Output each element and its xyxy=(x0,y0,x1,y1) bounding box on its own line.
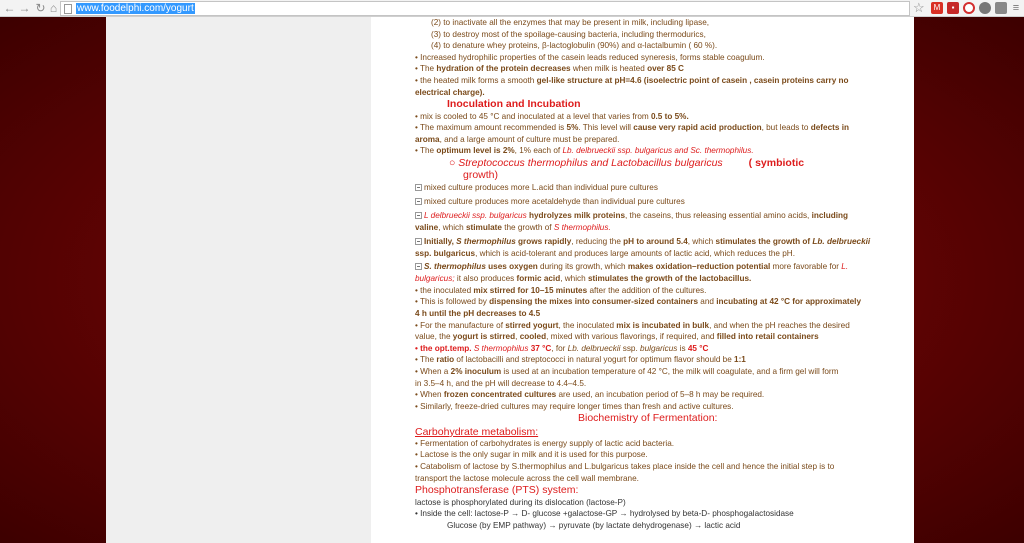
text-line: • The optimum level is 2%, 1% each of Lb. delbrueckii ssp. bulgaricus and Sc. thermophilus. xyxy=(415,146,754,156)
text-line: • Catabolism of lactose by S.thermophilus and L.bulgaricus takes place inside the cell and hence the initial step is to xyxy=(415,462,835,472)
heading-carbohydrate: Carbohydrate metabolism: xyxy=(415,425,539,438)
list-item: S. thermophilus uses oxygen during its growth, which makes oxidation–reduction potential more favorable for L. xyxy=(415,259,890,273)
text-line: Glucose (by EMP pathway) → pyruvate (by lactate dehydrogenase) → lactic acid xyxy=(447,520,741,530)
reload-icon[interactable]: ↻ xyxy=(35,1,46,15)
page-icon xyxy=(64,4,72,14)
address-bar[interactable] xyxy=(60,1,910,16)
extension-record-icon[interactable] xyxy=(963,2,975,14)
text-line: in 3.5–4 h, and the pH will decrease to 4.4–4.5. xyxy=(415,378,587,388)
text-line: valine, which stimulate the growth of S thermophilus. xyxy=(415,223,611,233)
extension-circle-icon[interactable] xyxy=(979,2,991,14)
text-line: (4) to denature whey proteins, β-lactoglobulin (90%) and α-lactalbumin ( 60 %). xyxy=(431,41,718,51)
url-text[interactable]: www.foodelphi.com/yogurt xyxy=(77,3,194,14)
text-line: aroma, and a large amount of culture must be prepared. xyxy=(415,134,620,144)
text-line: (2) to inactivate all the enzymes that may be present in milk, including lipase, xyxy=(431,18,710,27)
bullet-icon xyxy=(415,212,422,219)
text-line: • Increased hydrophilic properties of the casein leads reduced syneresis, forms stable coagulum. xyxy=(415,52,765,62)
text-line: • For the manufacture of stirred yogurt, the inoculated mix is incubated in bulk, and when the pH reaches the desired xyxy=(415,320,850,330)
left-sidebar xyxy=(106,17,371,543)
heading-pts: Phosphotransferase (PTS) system: xyxy=(415,484,579,497)
text-line: • mix is cooled to 45 °C and inoculated at a level that varies from 0.5 to 5%. xyxy=(415,111,689,121)
home-icon[interactable]: ⌂ xyxy=(49,1,58,15)
list-item: mixed culture produces more L.acid than individual pure cultures xyxy=(415,181,890,194)
list-item: L delbrueckii ssp. bulgaricus hydrolyzes milk proteins, the caseins, thus releasing essential amino acids, including xyxy=(415,208,890,222)
text-line: • Fermentation of carbohydrates is energy supply of lactic acid bacteria. xyxy=(415,438,675,448)
heading-symbiotic: ○ Streptococcus thermophilus and Lactobacillus bulgaricus ( symbiotic xyxy=(449,157,805,170)
text-line: (3) to destroy most of the spoilage-causing bacteria, including thermodurics, xyxy=(431,29,706,39)
text-line: • This is followed by dispensing the mixes into consumer-sized containers and incubating at 42 °C for approximately xyxy=(415,297,861,307)
bookmark-star-icon[interactable]: ☆ xyxy=(913,0,925,15)
text-line: • The maximum amount recommended is 5%. This level will cause very rapid acid production, but leads to defects in xyxy=(415,123,849,133)
text-line: • The hydration of the protein decreases when milk is heated over 85 C xyxy=(415,64,684,74)
extension-red-icon[interactable]: ▪ xyxy=(947,2,959,14)
bullet-icon xyxy=(415,198,422,205)
text-line: • Lactose is the only sugar in milk and it is used for this purpose. xyxy=(415,450,648,460)
forward-icon[interactable]: → xyxy=(18,1,31,15)
text-line: 4 h until the pH decreases to 4.5 xyxy=(415,309,541,318)
bullet-icon xyxy=(415,238,422,245)
text-line: • Similarly, freeze-dried cultures may require longer times than fresh and active cultures. xyxy=(415,401,734,411)
heading-biochemistry: Biochemistry of Fermentation: xyxy=(578,412,718,425)
text-line: ssp. bulgaricus, which is acid-tolerant and produces large amounts of lactic acid, which reduces the pH. xyxy=(415,248,795,258)
page-background xyxy=(0,17,1024,543)
text-line: lactose is phosphorylated during its dislocation (lactose-P) xyxy=(415,497,626,507)
menu-icon[interactable]: ≡ xyxy=(1012,2,1020,14)
list-item: Initially, S thermophilus grows rapidly, reducing the pH to around 5.4, which stimulates the growth of Lb. delbrueckii xyxy=(415,234,890,248)
text-line: • Inside the cell: lactose-P → D- glucose +galactose-GP → hydrolysed by beta-D- phosphogalactosidase xyxy=(415,509,794,519)
browser-toolbar xyxy=(0,0,1024,17)
text-line: • the inoculated mix stirred for 10–15 minutes after the addition of the cultures. xyxy=(415,285,707,295)
text-line: • The ratio of lactobacilli and streptococci in natural yogurt for optimum flavor should be 1:1 xyxy=(415,355,746,365)
text-line: • When a 2% inoculum is used at an incubation temperature of 42 °C, the milk will coagulate, and a firm gel will form xyxy=(415,366,839,376)
text-line: electrical charge). xyxy=(415,87,485,97)
text-line: transport the lactose molecule across the cell wall membrane. xyxy=(415,473,639,483)
heading-inoculation: Inoculation and Incubation xyxy=(447,98,581,111)
list-item: mixed culture produces more acetaldehyde than individual pure cultures xyxy=(415,194,890,208)
article-content xyxy=(415,17,890,532)
bullet-icon xyxy=(415,263,422,270)
text-line: growth) xyxy=(463,169,499,182)
text-line: bulgaricus; it also produces formic acid, which stimulates the growth of the lactobacillus. xyxy=(415,274,752,284)
text-line: • the opt.temp. S thermophilus 37 °C, for Lb. delbrueckii ssp. bulgaricus is 45 °C xyxy=(415,343,709,353)
extension-gmail-icon[interactable]: M xyxy=(931,2,943,14)
extension-puzzle-icon[interactable] xyxy=(995,2,1007,14)
text-line: • When frozen concentrated cultures are used, an incubation period of 5–8 h may be required. xyxy=(415,390,765,400)
back-icon[interactable]: ← xyxy=(3,1,16,15)
text-line: • the heated milk forms a smooth gel-like structure at pH=4.6 (isoelectric point of casein , casein proteins carry no xyxy=(415,75,849,85)
content-panel xyxy=(106,17,914,543)
bullet-icon xyxy=(415,184,422,191)
text-line: value, the yogurt is stirred, cooled, mixed with various flavorings, if required, and filled into retail containers xyxy=(415,332,819,342)
